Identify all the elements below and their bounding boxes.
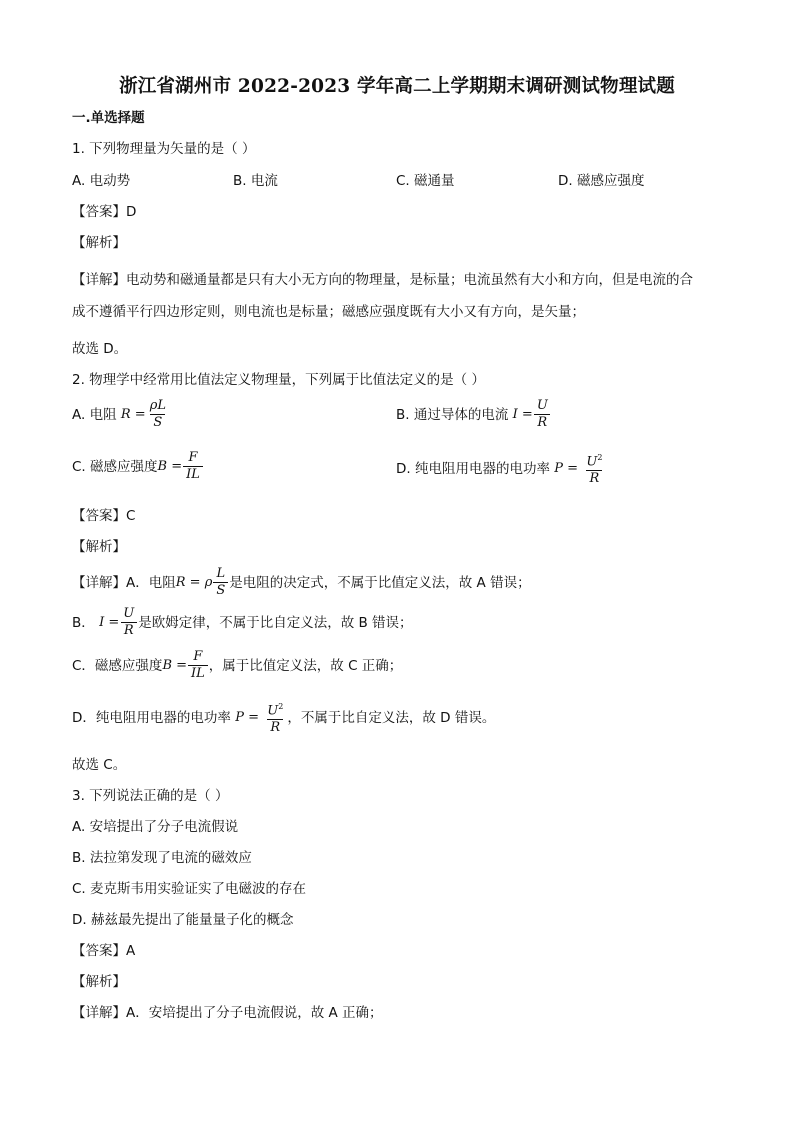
q1-analysis: 【解析】: [72, 235, 126, 251]
q3-analysis: 【解析】: [72, 974, 126, 990]
q2-option-c: C. 磁感应强度 B = $\frac{F}{IL}$: [72, 450, 204, 483]
fraction: $\frac{U}{R}$: [120, 606, 137, 639]
fraction: $\frac{U^2}{R}$: [586, 453, 603, 487]
q2-option-a: A. 电阻 R = $\frac{\rho L}{S}$: [72, 398, 170, 431]
fraction: $\frac{L}{S}$: [213, 566, 228, 599]
q1-detail-line2: 成不遵循平行四边形定则，则电流也是标量；磁感应强度既有大小又有方向，是矢量；: [72, 304, 585, 320]
formula-lhs: B =: [157, 458, 183, 474]
q3-detail: 【详解】A．安培提出了分子电流假说，故 A 正确；: [72, 1005, 383, 1021]
page-title: 浙江省湖州市 2022-2023 学年高二上学期期末调研测试物理试题: [119, 76, 675, 97]
q1-conclusion: 故选 D。: [72, 341, 128, 357]
formula-lhs: P =: [554, 460, 579, 476]
fraction: $\frac{F}{IL}$: [188, 649, 208, 682]
q2-stem: 2. 物理学中经常用比值法定义物理量，下列属于比值法定义的是（ ）: [72, 372, 485, 388]
q3-option-d: D. 赫兹最先提出了能量量子化的概念: [72, 912, 294, 928]
formula-lhs: R =: [120, 406, 146, 422]
q2-conclusion: 故选 C。: [72, 757, 127, 773]
q1-option-a: A. 电动势: [72, 173, 131, 189]
q1-answer: 【答案】D: [72, 204, 137, 220]
q2-detail-c: C．磁感应强度 B = $\frac{F}{IL}$ ，属于比值定义法，故 C 正确；: [72, 649, 403, 681]
fraction: $\frac{F}{IL}$: [183, 450, 203, 483]
section-heading: 一.单选择题: [72, 110, 145, 126]
q1-detail-line1: 【详解】电动势和磁通量都是只有大小无方向的物理量，是标量；电流虽然有大小和方向，但是电流的合: [72, 272, 693, 288]
q3-option-b: B. 法拉第发现了电流的磁效应: [72, 850, 252, 866]
formula-lhs: I =: [512, 406, 533, 422]
q2-answer: 【答案】C: [72, 508, 136, 524]
q2-analysis: 【解析】: [72, 539, 126, 555]
fraction: $\frac{U^2}{R}$: [267, 702, 284, 736]
q1-option-c: C. 磁通量: [396, 173, 455, 189]
q3-answer: 【答案】A: [72, 943, 136, 959]
q1-option-b: B. 电流: [233, 173, 278, 189]
fraction: $\frac{\rho L}{S}$: [149, 398, 166, 430]
q3-option-c: C. 麦克斯韦用实验证实了电磁波的存在: [72, 881, 307, 897]
q1-option-d: D. 磁感应强度: [558, 173, 645, 189]
q2-detail-a: 【详解】A．电阻 R = ρ $\frac{L}{S}$ 是电阻的决定式，不属于比值定义法，故 A 错误；: [72, 566, 531, 598]
q2-option-d: D. 纯电阻用电器的电功率 P = $\frac{U^2}{R}$: [396, 450, 606, 487]
q2-option-b: B. 通过导体的电流 I = $\frac{U}{R}$: [396, 398, 552, 431]
q1-stem: 1. 下列物理量为矢量的是（ ）: [72, 141, 256, 157]
q3-option-a: A. 安培提出了分子电流假说: [72, 819, 239, 835]
q2-detail-b: B． I = $\frac{U}{R}$ 是欧姆定律，不属于比自定义法，故 B 错误；: [72, 606, 413, 638]
q3-stem: 3. 下列说法正确的是（ ）: [72, 788, 229, 804]
fraction: $\frac{U}{R}$: [534, 398, 551, 431]
q2-detail-d: D．纯电阻用电器的电功率 P = $\frac{U^2}{R}$ ，不属于比自定义法，故 D 错误。: [72, 699, 495, 736]
